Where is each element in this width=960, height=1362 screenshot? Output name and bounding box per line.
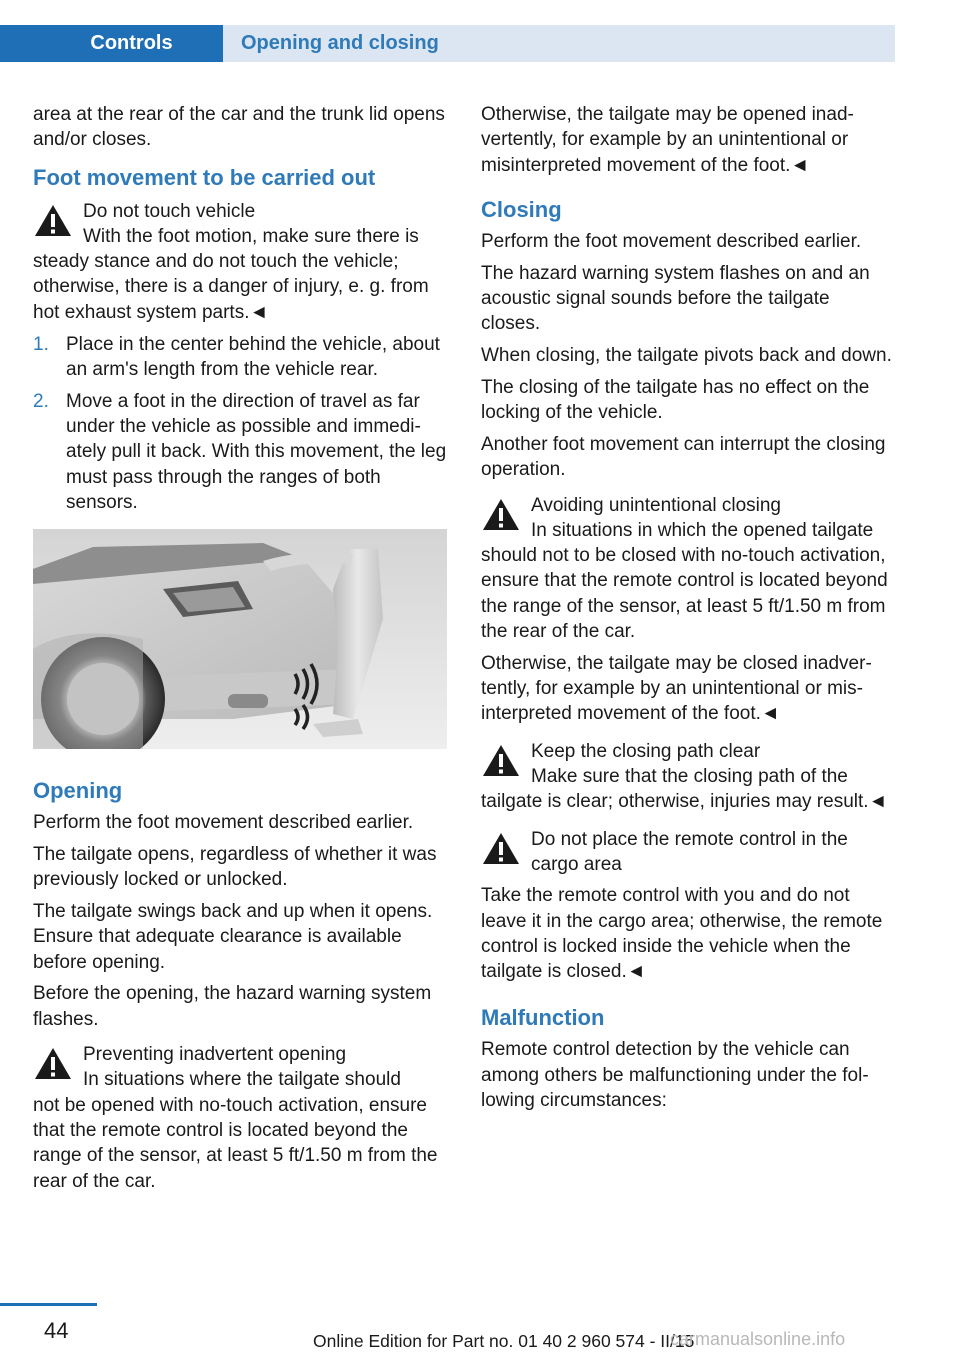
- chapter-tab: Controls: [0, 25, 223, 62]
- closing-paragraph: Another foot movement can interrupt the closing operation.: [481, 433, 886, 481]
- closing-paragraph: When closing, the tailgate pivots back and down.: [481, 345, 892, 367]
- car-rear-illustration: [33, 529, 447, 749]
- list-item: [33, 332, 447, 383]
- warning-body-line: In situations where the tailgate should: [83, 1069, 401, 1091]
- heading-closing: Closing: [481, 196, 562, 222]
- heading-malfunction: Malfunction: [481, 1005, 605, 1031]
- warning-title: Avoiding unintentional closing: [481, 493, 893, 518]
- opening-paragraph: The tailgate opens, regardless of whether it was previously locked or unlocked.: [33, 843, 437, 891]
- warning-title: Preventing inadvertent opening: [33, 1042, 447, 1067]
- steps-list: [33, 332, 447, 516]
- footer-accent-line: [0, 1303, 97, 1306]
- paragraph: Otherwise, the tailgate may be opened inadvertently, for example by an unintentional or misinterpreted movement of the foot.◄: [481, 104, 854, 176]
- warning-block: [481, 493, 893, 645]
- opening-paragraph: Perform the foot movement described earlier.: [33, 812, 414, 834]
- warning-title: Do not touch vehicle: [33, 199, 447, 224]
- warning-triangle-icon: [481, 497, 521, 532]
- step-number: 1.: [33, 333, 49, 355]
- step-text: Place in the center behind the vehicle, about an arm's length from the vehicle rear.: [66, 333, 440, 380]
- warning-block: [33, 1042, 447, 1194]
- opening-paragraph: Before the opening, the hazard warning system flashes.: [33, 983, 432, 1030]
- page-header: [0, 0, 895, 62]
- closing-paragraph: Perform the foot movement described earlier.: [481, 230, 862, 252]
- foot-movement-illustration: [33, 529, 447, 749]
- step-text: Move a foot in the direction of travel as far under the vehicle as possible and immediately pull it back. With this movement, the leg must pass through the ranges of both sensors.: [66, 390, 447, 513]
- section-tab: Opening and closing: [223, 25, 895, 62]
- warning-body-line: With the foot motion, make sure there is: [83, 225, 419, 247]
- warning-body-line: In situations in which the opened tailgate: [531, 519, 874, 541]
- heading-opening: Opening: [33, 778, 123, 804]
- warning-block: [481, 827, 893, 985]
- step-number: 2.: [33, 390, 49, 412]
- list-item: [33, 389, 447, 515]
- warning-body: tailgate is clear; otherwise, injuries may result.◄: [481, 791, 888, 813]
- malfunction-paragraph: Remote control detection by the vehicle can among others be malfunctioning under the following circumstances:: [481, 1039, 869, 1111]
- watermark: carmanualsonline.info: [670, 1329, 846, 1349]
- closing-paragraph: The closing of the tailgate has no effect on the locking of the vehicle.: [481, 376, 870, 424]
- warning-block: [481, 739, 893, 815]
- warning-triangle-icon: [33, 203, 73, 238]
- heading-foot-movement: Foot movement to be carried out: [33, 164, 376, 190]
- warning-block: [33, 199, 447, 325]
- paragraph: Otherwise, the tailgate may be closed inadvertently, for example by an unintentional or misinterpreted movement of the foot.◄: [481, 652, 872, 725]
- edition-text: Online Edition for Part no. 01 40 2 960 574 - II/15: [313, 1331, 695, 1351]
- warning-body: not be opened with no-touch activation, ensure that the remote control is located beyond the range of the sensor, at least 5 ft/1.50 m from the rear of the car.: [33, 1094, 438, 1192]
- left-column: [33, 102, 447, 1200]
- warning-title: Do not place the remote control in the cargo area: [481, 827, 893, 878]
- opening-paragraph: The tailgate swings back and up when it opens. Ensure that adequate clearance is available before opening.: [33, 901, 433, 973]
- warning-body: Take the remote control with you and do not leave it in the cargo area; otherwise, the remote control is locked inside the vehicle when the tailgate is closed.◄: [481, 885, 883, 983]
- warning-title: Keep the closing path clear: [481, 739, 893, 764]
- warning-triangle-icon: [481, 831, 521, 866]
- closing-paragraph: The hazard warning system flashes on and an acoustic signal sounds before the tailgate closes.: [481, 262, 870, 335]
- page-number: 44: [44, 1318, 69, 1343]
- warning-body: steady stance and do not touch the vehicle; otherwise, there is a danger of injury, e. g. from hot exhaust system parts.◄: [33, 251, 429, 323]
- warning-triangle-icon: [481, 743, 521, 778]
- warning-body: should not to be closed with no-touch activation, ensure that the remote control is located beyond the range of the sensor, at least 5 ft/1.50 m from the rear of the car.: [481, 545, 888, 643]
- warning-triangle-icon: [33, 1046, 73, 1081]
- intro-paragraph: area at the rear of the car and the trunk lid opens and/or closes.: [33, 104, 445, 151]
- right-column: [481, 102, 893, 1120]
- warning-body-line: Make sure that the closing path of the: [531, 766, 848, 788]
